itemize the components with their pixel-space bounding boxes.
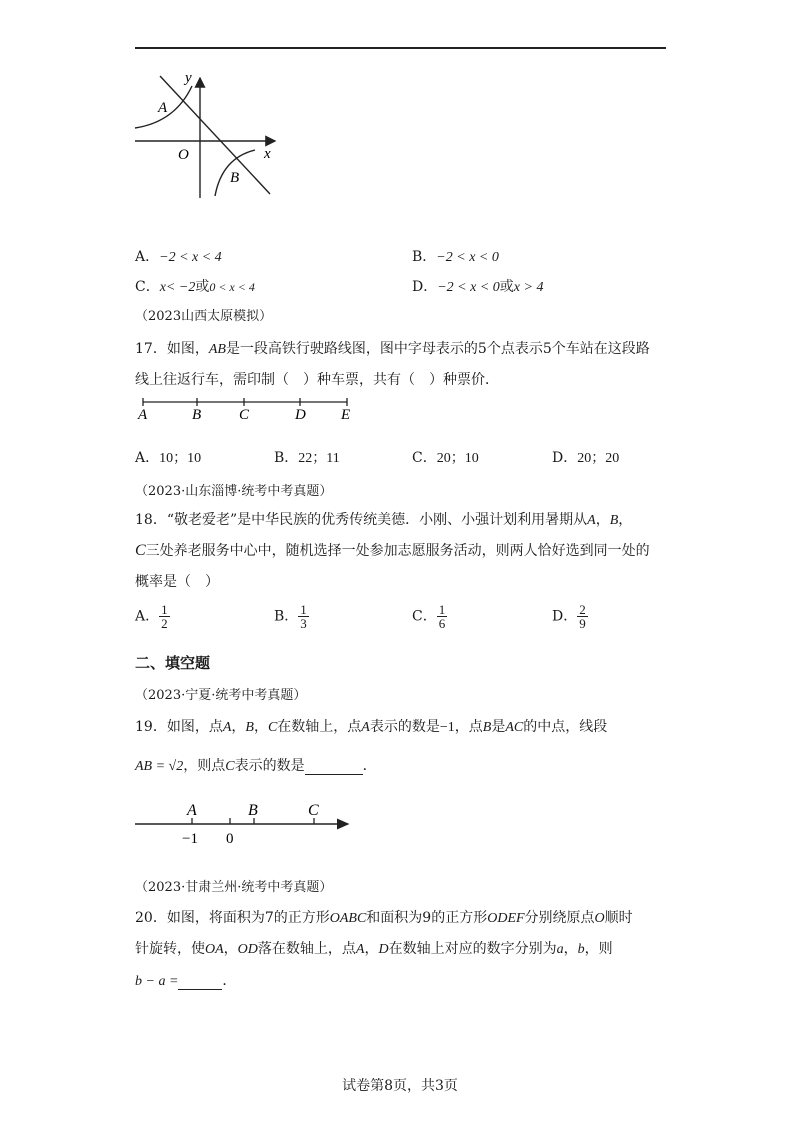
q17-option-a: [135, 447, 201, 467]
text: 在数轴上，点: [277, 719, 362, 735]
text: ，: [563, 941, 578, 957]
math: B: [482, 720, 492, 735]
q17-source: （2023山西太原模拟）: [135, 309, 273, 324]
q20-line2: [135, 938, 613, 958]
text: 在数轴上对应的数字分别为: [388, 941, 557, 957]
text: ，: [618, 512, 633, 528]
text: ，则点: [183, 758, 226, 774]
option-value: 20；10: [436, 451, 479, 466]
fraction: [437, 603, 448, 630]
numerator: 1: [438, 602, 446, 617]
math: a: [556, 942, 564, 957]
station-label-e: E: [341, 407, 351, 422]
option-letter: A．: [135, 608, 160, 625]
x-label: x: [264, 146, 271, 162]
text: 分别绕原点: [524, 910, 595, 926]
numerator: 2: [579, 602, 586, 617]
text: ，: [595, 512, 610, 528]
q17-line2: 线上往返行车，需印制（ ）种车票，共有（ ）种票价．: [135, 372, 499, 388]
text: ，则: [584, 941, 613, 957]
math: b: [577, 942, 585, 957]
q16-graph: [130, 66, 280, 206]
option-expr: −2 < x < 0: [437, 280, 500, 295]
option-expr2: x > 4: [513, 280, 544, 295]
option-letter: C．: [412, 608, 437, 625]
q19-number-line: [130, 800, 360, 852]
text: 的中点，线段: [523, 719, 608, 735]
option-letter: C．: [412, 450, 437, 466]
q19-line1: [135, 716, 607, 736]
numerator: 1: [300, 602, 307, 617]
text: 19．如图，点: [135, 719, 223, 735]
text: 是一段高铁行驶路线图，图中字母表示的5个点表示5个车站在这段路: [225, 341, 650, 357]
text: ，: [231, 719, 246, 735]
station-label-c: C: [239, 407, 250, 422]
option-letter: A．: [135, 450, 160, 466]
q20-line3: [135, 970, 236, 990]
option-expr2: 0 < x < 4: [209, 280, 255, 294]
text: 三处养老服务中心中，随机选择一处参加志愿服务活动，则两人恰好选到同一处的: [145, 543, 650, 559]
math: O: [594, 911, 605, 926]
q19-source: （2023·宁夏·统考中考真题）: [135, 688, 307, 703]
math: D: [378, 942, 389, 957]
q19-line2: [135, 755, 377, 775]
tick-label-minus-one: −1: [182, 831, 198, 847]
q18-line3: 概率是（ ）: [135, 574, 219, 590]
option-value: 22；11: [298, 451, 340, 466]
text: ，: [364, 941, 379, 957]
q20-source: （2023·甘肃兰州·统考中考真题）: [135, 880, 333, 895]
q18-option-b: [274, 603, 309, 630]
point-b-label: B: [248, 802, 258, 819]
option-expr: x< −2: [159, 280, 196, 295]
denominator: 6: [438, 616, 446, 631]
section-heading: 二、填空题: [135, 654, 211, 672]
answer-blank[interactable]: [178, 975, 222, 990]
text: 17．如图，: [135, 341, 209, 357]
q17-option-b: [274, 447, 340, 467]
text: ，点: [454, 719, 483, 735]
option-value: 20；20: [577, 451, 620, 466]
q16-option-d: [412, 276, 543, 296]
station-label-d: D: [295, 407, 306, 422]
origin-label: O: [178, 147, 189, 163]
text: 20．如图，将面积为7的正方形: [135, 910, 330, 926]
text: 和面积为9的正方形: [366, 910, 488, 926]
option-letter: B．: [274, 450, 299, 466]
text: 落在数轴上，点: [257, 941, 356, 957]
text: 18．“敬老爱老”是中华民族的优秀传统美德．小刚、小强计划利用暑期从: [135, 512, 588, 528]
q18-option-a: [135, 603, 170, 630]
option-join: 或: [499, 279, 514, 295]
math: C: [267, 720, 278, 735]
text: 表示的数是: [369, 719, 440, 735]
option-letter: D．: [552, 608, 578, 625]
denominator: 2: [161, 616, 168, 631]
option-letter: D．: [412, 279, 438, 295]
text: ，: [253, 719, 268, 735]
math: OABC: [329, 911, 367, 926]
math: A: [355, 942, 365, 957]
option-letter: D．: [552, 450, 578, 466]
option-value: 10；10: [159, 451, 202, 466]
y-label: y: [185, 70, 192, 86]
math: b − a =: [135, 974, 179, 989]
denominator: 3: [300, 616, 307, 631]
option-letter: B．: [412, 249, 437, 265]
station-label-b: B: [192, 407, 202, 422]
q17-option-d: [552, 447, 619, 467]
text: ．: [222, 973, 237, 989]
q16-option-b: [412, 246, 499, 266]
math: OA: [205, 942, 224, 957]
text: 针旋转，使: [135, 941, 205, 957]
q16-option-a: [135, 246, 222, 266]
option-letter: C．: [135, 279, 160, 295]
page-footer: 试卷第8页，共3页: [342, 1078, 458, 1094]
q18-line1: [135, 509, 632, 529]
point-a-label: A: [187, 802, 197, 819]
math: AB = √2: [135, 759, 184, 774]
text: 顺时: [604, 910, 633, 926]
q17-route-line: [135, 396, 360, 422]
option-expr: −2 < x < 4: [159, 250, 222, 265]
header-rule: [135, 47, 666, 49]
math: ODEF: [487, 911, 525, 926]
point-a-label: A: [158, 100, 168, 116]
math: AC: [505, 720, 524, 735]
denominator: 9: [579, 616, 586, 631]
fraction: [159, 603, 170, 630]
option-letter: A．: [135, 249, 160, 265]
numerator: 1: [161, 602, 168, 617]
point-b-label: B: [230, 170, 240, 186]
q17-line1: [135, 338, 650, 358]
point-c-label: C: [308, 802, 319, 819]
option-letter: B．: [274, 608, 299, 625]
math: A: [587, 513, 596, 528]
fraction: [298, 603, 309, 630]
answer-blank[interactable]: [305, 760, 363, 775]
math: B: [245, 720, 254, 735]
q18-option-d: [552, 603, 588, 630]
math: A: [361, 720, 370, 735]
text: ．: [362, 758, 377, 774]
q20-line1: [135, 907, 633, 927]
math: C: [225, 759, 235, 774]
q18-source: （2023·山东淄博·统考中考真题）: [135, 484, 333, 499]
math: A: [222, 720, 232, 735]
q16-option-c: [135, 276, 255, 296]
text: 是: [491, 719, 506, 735]
math: AB: [208, 342, 226, 357]
option-expr: −2 < x < 0: [436, 250, 499, 265]
option-join: 或: [195, 279, 210, 295]
fraction: [577, 603, 588, 630]
q17-option-c: [412, 447, 479, 467]
math: C: [135, 542, 146, 559]
q18-line2: [135, 540, 650, 560]
math: OD: [237, 942, 258, 957]
station-label-a: A: [138, 407, 148, 422]
text: 表示的数是: [234, 758, 305, 774]
line-graph: [160, 76, 270, 194]
number: −1: [439, 720, 455, 735]
text: ，: [223, 941, 238, 957]
q18-option-c: [412, 603, 447, 630]
tick-label-zero: 0: [226, 831, 234, 847]
math: B: [609, 513, 619, 528]
